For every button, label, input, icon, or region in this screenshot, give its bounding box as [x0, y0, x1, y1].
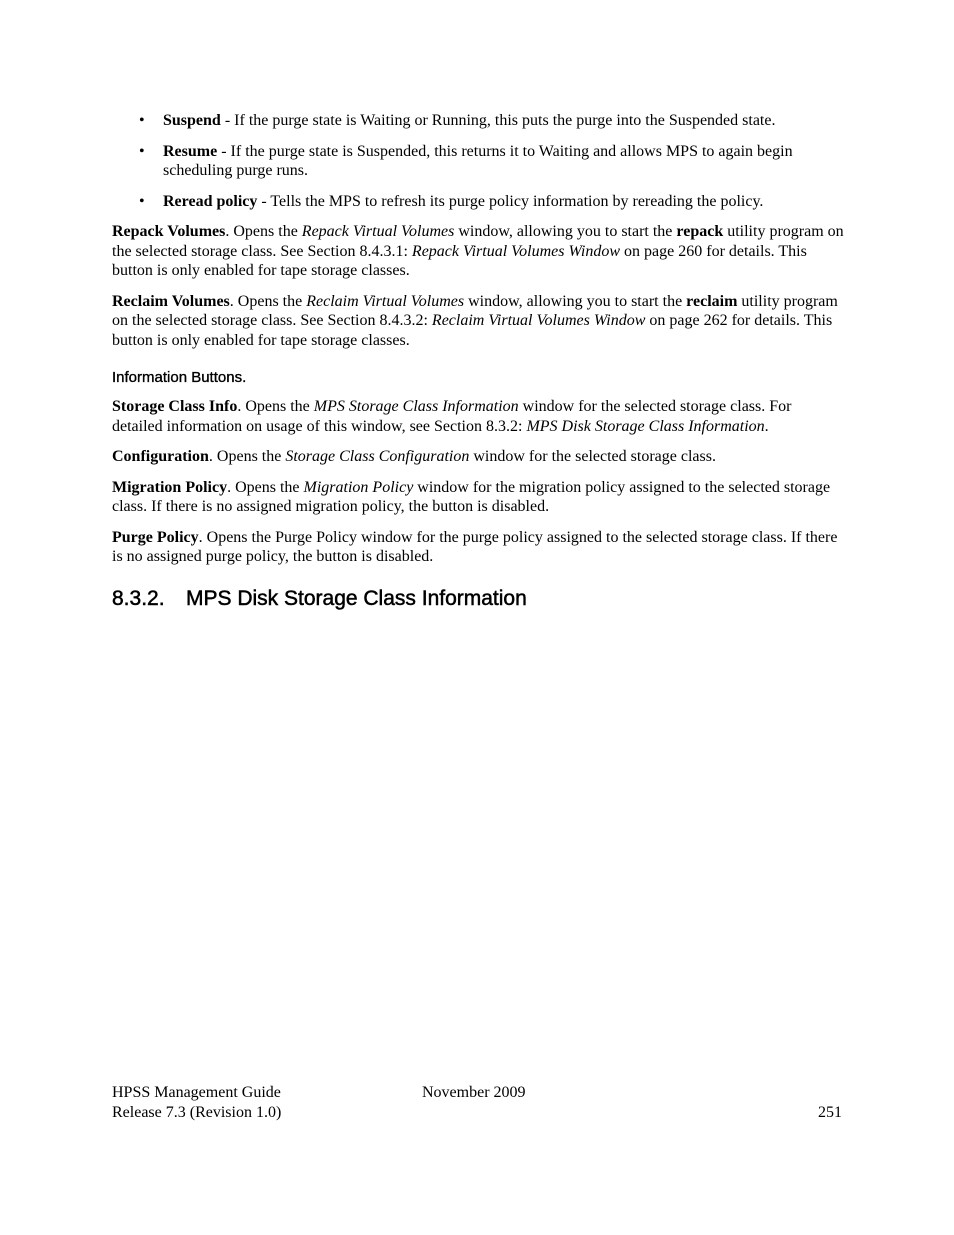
- repack-volumes-paragraph: [112, 222, 844, 281]
- text-run: . Opens the Purge Policy window for the purge policy assigned to the selected storage class. If there is no assigned purge policy, the button is disabled.: [112, 528, 838, 565]
- window-name: MPS Storage Class Information: [313, 398, 519, 415]
- bullet-icon: •: [139, 112, 145, 129]
- window-name: Migration Policy: [303, 478, 414, 496]
- window-name: Storage Class Configuration: [285, 448, 470, 465]
- list-item-suspend: [112, 111, 844, 131]
- reclaim-volumes-paragraph: [112, 292, 844, 351]
- utility-name: reclaim: [686, 292, 738, 310]
- window-name: Reclaim Virtual Volumes: [306, 292, 465, 310]
- term-storage-class-info: Storage Class Info: [112, 398, 238, 415]
- section-reference: Repack Virtual Volumes Window: [411, 242, 621, 260]
- information-buttons-heading: Information Buttons.: [112, 369, 247, 386]
- section-title: MPS Disk Storage Class Information: [186, 586, 527, 610]
- term-configuration: Configuration: [112, 448, 209, 465]
- footer-page-number: 251: [818, 1104, 842, 1121]
- purge-policy-paragraph: [112, 528, 844, 567]
- section-number: 8.3.2.: [112, 586, 165, 610]
- text-run: .: [764, 417, 769, 435]
- desc-reread-policy: - Tells the MPS to refresh its purge policy information by rereading the policy.: [257, 192, 764, 210]
- footer-row-2: [112, 1103, 842, 1123]
- term-migration-policy: Migration Policy: [112, 478, 228, 496]
- term-resume: Resume: [163, 142, 218, 160]
- desc-suspend: - If the purge state is Waiting or Running, this puts the purge into the Suspended state.: [220, 112, 776, 129]
- term-reread-policy: Reread policy: [163, 192, 258, 210]
- text-run: window, allowing you to start the: [454, 223, 677, 240]
- purge-actions-list: [112, 111, 844, 211]
- window-name: Repack Virtual Volumes: [301, 223, 455, 240]
- term-purge-policy: Purge Policy: [112, 528, 199, 546]
- section-reference: MPS Disk Storage Class Information: [526, 417, 765, 435]
- text-run: . Opens the: [237, 398, 314, 415]
- text-run: . Opens the: [227, 478, 304, 496]
- text-run: window, allowing you to start the: [464, 292, 687, 310]
- migration-policy-paragraph: [112, 478, 844, 517]
- footer-release: Release 7.3 (Revision 1.0): [112, 1104, 282, 1121]
- term-reclaim-volumes: Reclaim Volumes: [112, 292, 230, 310]
- section-reference: Reclaim Virtual Volumes Window: [431, 312, 646, 329]
- text-run: on page 262 for details. This button is only enabled for tape storage classes.: [112, 312, 833, 349]
- term-suspend: Suspend: [163, 112, 221, 129]
- bullet-icon: •: [139, 192, 145, 210]
- text-run: utility program on the selected storage class. See Section 8.4.3.2:: [112, 292, 838, 329]
- text-run: . Opens the: [208, 448, 286, 465]
- text-run: utility program on the selected storage class. See Section 8.4.3.1:: [112, 223, 844, 260]
- utility-name: repack: [676, 223, 724, 240]
- footer-date: November 2009: [422, 1084, 526, 1101]
- text-run: window for the migration policy assigned to the selected storage class. If there is no assigned migration policy, the button is disabled.: [112, 478, 831, 515]
- text-run: . Opens the: [225, 223, 302, 240]
- list-item-resume: [112, 142, 844, 181]
- storage-class-info-paragraph: [112, 397, 844, 436]
- text-run: window for the selected storage class.: [469, 448, 716, 465]
- footer-row-1: [112, 1083, 842, 1103]
- configuration-paragraph: [112, 447, 844, 467]
- footer-guide-title: HPSS Management Guide: [112, 1084, 281, 1101]
- page-content: [112, 111, 844, 611]
- desc-resume: - If the purge state is Suspended, this returns it to Waiting and allows MPS to again begin scheduling purge runs.: [163, 142, 793, 179]
- page-footer: [112, 1083, 842, 1123]
- bullet-icon: •: [139, 142, 145, 160]
- list-item-reread-policy: [112, 192, 844, 212]
- section-heading: [112, 587, 844, 611]
- text-run: window for the selected storage class. For detailed information on usage of this window, see Section 8.3.2:: [112, 398, 792, 435]
- text-run: . Opens the: [229, 292, 307, 310]
- text-run: on page 260 for details. This button is only enabled for tape storage classes.: [112, 242, 807, 279]
- term-repack-volumes: Repack Volumes: [112, 223, 226, 240]
